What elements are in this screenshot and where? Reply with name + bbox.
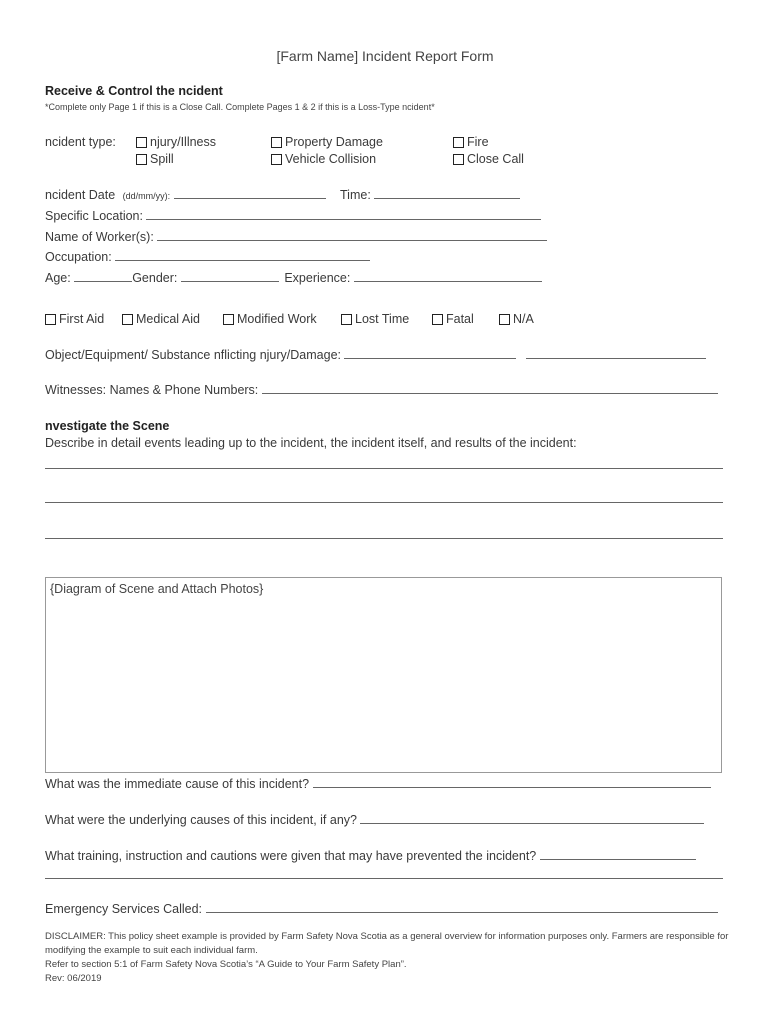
- checkbox-icon: [122, 314, 133, 325]
- immediate-cause-label: What was the immediate cause of this incident?: [45, 777, 310, 791]
- checkbox-icon: [223, 314, 234, 325]
- checkbox-icon: [341, 314, 352, 325]
- underlying-cause-row: [45, 813, 704, 827]
- gender-field[interactable]: [181, 271, 279, 282]
- location-field[interactable]: [146, 209, 541, 220]
- section-heading-investigate: nvestigate the Scene: [45, 419, 170, 433]
- time-field[interactable]: [374, 188, 520, 199]
- checkbox-icon: [453, 137, 464, 148]
- age-label: Age:: [45, 271, 71, 285]
- object-row: [45, 348, 706, 362]
- occupation-label: Occupation:: [45, 250, 112, 264]
- checkbox-lost-time[interactable]: Lost Time: [341, 312, 409, 326]
- training-line-2[interactable]: [45, 878, 723, 879]
- checkbox-medical-aid[interactable]: Medical Aid: [122, 312, 200, 326]
- underlying-cause-label: What were the underlying causes of this incident, if any?: [45, 813, 357, 827]
- age-field[interactable]: [74, 271, 132, 282]
- immediate-cause-field[interactable]: [313, 777, 711, 788]
- emergency-label: Emergency Services Called:: [45, 902, 203, 916]
- gender-label: Gender:: [132, 271, 178, 285]
- checkbox-first-aid[interactable]: First Aid: [45, 312, 104, 326]
- checkbox-injury[interactable]: njury/Illness: [136, 135, 216, 149]
- witnesses-label: Witnesses: Names & Phone Numbers:: [45, 383, 259, 397]
- time-row: [340, 188, 520, 202]
- diagram-label: {Diagram of Scene and Attach Photos}: [50, 582, 264, 596]
- training-row: [45, 849, 696, 863]
- occupation-field[interactable]: [115, 250, 370, 261]
- checkbox-vehicle-collision[interactable]: Vehicle Collision: [271, 152, 376, 166]
- checkbox-icon: [136, 137, 147, 148]
- completion-note: *Complete only Page 1 if this is a Close Call. Complete Pages 1 & 2 if this is a Loss-Type ncident*: [45, 102, 435, 112]
- describe-line-2[interactable]: [45, 502, 723, 503]
- checkbox-icon: [453, 154, 464, 165]
- checkbox-icon: [45, 314, 56, 325]
- emergency-row: [45, 902, 718, 916]
- object-field-2[interactable]: [526, 348, 706, 359]
- checkbox-close-call[interactable]: Close Call: [453, 152, 524, 166]
- disclaimer: [45, 930, 730, 986]
- checkbox-fire[interactable]: Fire: [453, 135, 489, 149]
- revision-date: Rev: 06/2019: [45, 973, 102, 984]
- training-field[interactable]: [540, 849, 696, 860]
- date-label: ncident Date: [45, 188, 116, 202]
- checkbox-icon: [432, 314, 443, 325]
- location-label: Specific Location:: [45, 209, 143, 223]
- checkbox-na[interactable]: N/A: [499, 312, 534, 326]
- experience-label: Experience:: [284, 271, 351, 285]
- incident-type-label: ncident type:: [45, 135, 116, 149]
- form-title: [Farm Name] Incident Report Form: [276, 48, 494, 64]
- location-row: [45, 209, 541, 223]
- date-row: [45, 188, 326, 202]
- witnesses-field[interactable]: [262, 383, 718, 394]
- diagram-box[interactable]: [45, 577, 722, 773]
- date-format-hint: (dd/mm/yy):: [122, 191, 171, 201]
- describe-prompt: Describe in detail events leading up to the incident, the incident itself, and results of the incident:: [45, 436, 577, 450]
- object-label: Object/Equipment/ Substance nflicting njury/Damage:: [45, 348, 341, 362]
- experience-field[interactable]: [354, 271, 542, 282]
- section-heading-receive: Receive & Control the ncident: [45, 84, 223, 98]
- workers-row: [45, 230, 547, 244]
- immediate-cause-row: [45, 777, 711, 791]
- emergency-field[interactable]: [206, 902, 718, 913]
- disclaimer-text: DISCLAIMER: This policy sheet example is provided by Farm Safety Nova Scotia as a general overview for information purposes only. Farmers are responsible for modifying the example to suit each individual farm.: [45, 931, 729, 956]
- checkbox-icon: [271, 154, 282, 165]
- age-gender-exp-row: [45, 271, 542, 285]
- checkbox-spill[interactable]: Spill: [136, 152, 174, 166]
- describe-line-3[interactable]: [45, 538, 723, 539]
- workers-field[interactable]: [157, 230, 547, 241]
- checkbox-property-damage[interactable]: Property Damage: [271, 135, 383, 149]
- checkbox-icon: [136, 154, 147, 165]
- occupation-row: [45, 250, 370, 264]
- checkbox-icon: [271, 137, 282, 148]
- object-field-1[interactable]: [344, 348, 516, 359]
- time-label: Time:: [340, 188, 371, 202]
- workers-label: Name of Worker(s):: [45, 230, 154, 244]
- describe-line-1[interactable]: [45, 468, 723, 469]
- checkbox-fatal[interactable]: Fatal: [432, 312, 474, 326]
- guide-reference: Refer to section 5:1 of Farm Safety Nova Scotia’s “A Guide to Your Farm Safety Plan”.: [45, 959, 407, 970]
- training-label: What training, instruction and cautions were given that may have prevented the incident?: [45, 849, 537, 863]
- checkbox-icon: [499, 314, 510, 325]
- witnesses-row: [45, 383, 718, 397]
- date-field[interactable]: [174, 188, 326, 199]
- checkbox-modified-work[interactable]: Modified Work: [223, 312, 317, 326]
- underlying-cause-field[interactable]: [360, 813, 704, 824]
